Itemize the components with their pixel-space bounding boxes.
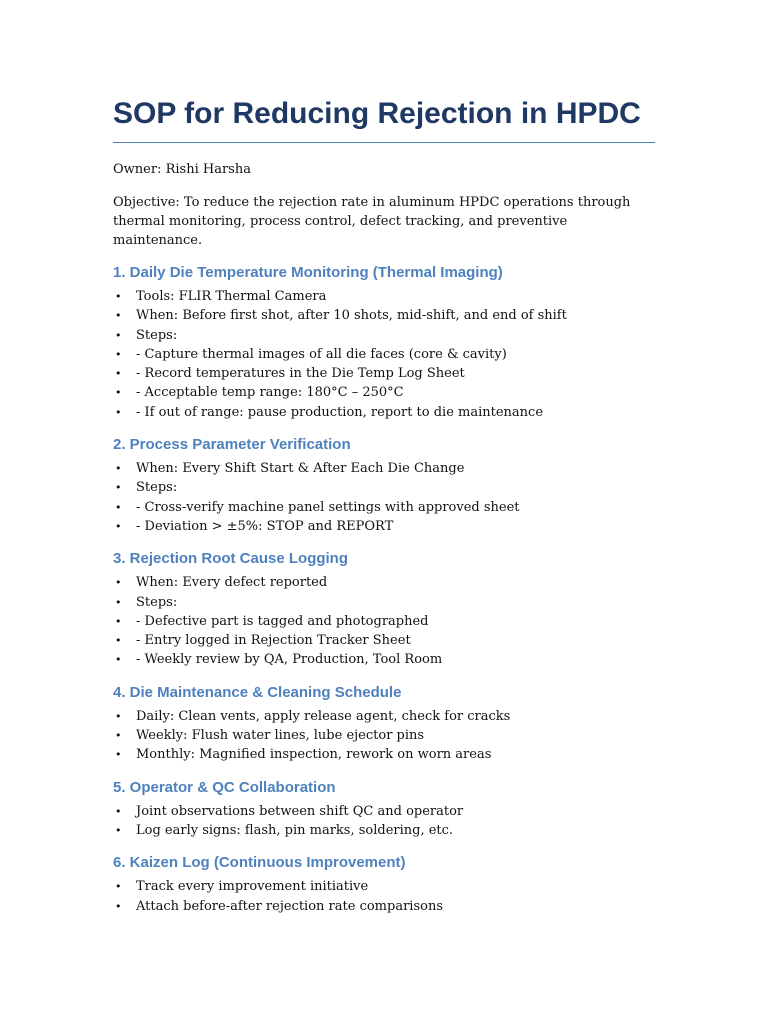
bullet-icon: •	[115, 899, 122, 913]
section-heading: 5. Operator & QC Collaboration	[113, 778, 336, 796]
bullet-icon: •	[115, 309, 122, 323]
list-item-text: - Weekly review by QA, Production, Tool Room	[136, 652, 443, 668]
bullet-icon: •	[115, 634, 122, 648]
bullet-list	[113, 287, 655, 422]
list-item-text: Weekly: Flush water lines, lube ejector pins	[136, 728, 425, 744]
bullet-icon: •	[115, 386, 122, 400]
bullet-list	[113, 802, 655, 841]
bullet-icon: •	[115, 519, 122, 533]
bullet-icon: •	[115, 653, 122, 667]
section-heading: 6. Kaizen Log (Continuous Improvement)	[113, 854, 406, 872]
list-item-text: Joint observations between shift QC and operator	[136, 803, 464, 819]
list-item	[113, 593, 655, 612]
list-item	[113, 821, 655, 840]
bullet-icon: •	[115, 804, 122, 818]
bullet-icon: •	[115, 823, 122, 837]
bullet-icon: •	[115, 595, 122, 609]
list-item-text: Monthly: Magnified inspection, rework on worn areas	[136, 747, 492, 763]
list-item	[113, 403, 655, 422]
list-item-text: - Record temperatures in the Die Temp Log Sheet	[136, 366, 465, 382]
list-item-text: Steps:	[136, 480, 178, 496]
bullet-icon: •	[115, 367, 122, 381]
section-heading: 2. Process Parameter Verification	[113, 436, 351, 454]
page-title: SOP for Reducing Rejection in HPDC	[113, 96, 655, 143]
bullet-icon: •	[115, 347, 122, 361]
list-item-text: - Acceptable temp range: 180°C – 250°C	[136, 385, 404, 401]
bullet-list	[113, 459, 655, 536]
list-item	[113, 287, 655, 306]
section-heading: 3. Rejection Root Cause Logging	[113, 550, 349, 568]
bullet-icon: •	[115, 729, 122, 743]
section-heading: 1. Daily Die Temperature Monitoring (Thermal Imaging)	[113, 264, 503, 281]
list-item	[113, 707, 655, 726]
bullet-icon: •	[115, 614, 122, 628]
list-item	[113, 650, 655, 669]
list-item-text: Attach before-after rejection rate comparisons	[136, 898, 443, 914]
list-item	[113, 745, 655, 764]
bullet-list	[113, 877, 655, 916]
list-item-text: Log early signs: flash, pin marks, soldering, etc.	[136, 822, 454, 838]
bullet-list	[113, 573, 655, 669]
bullet-icon: •	[115, 880, 122, 894]
bullet-icon: •	[115, 328, 122, 342]
bullet-icon: •	[115, 709, 122, 723]
list-item	[113, 498, 655, 517]
bullet-icon: •	[115, 405, 122, 419]
list-item-text: Track every improvement initiative	[136, 879, 369, 895]
section-heading: 4. Die Maintenance & Cleaning Schedule	[113, 683, 402, 701]
list-item-text: Daily: Clean vents, apply release agent, check for cracks	[136, 708, 511, 724]
list-item-text: - Entry logged in Rejection Tracker Sheet	[136, 633, 411, 649]
list-item	[113, 517, 655, 536]
bullet-icon: •	[115, 748, 122, 762]
list-item	[113, 326, 655, 345]
bullet-icon: •	[115, 462, 122, 476]
list-item	[113, 364, 655, 383]
list-item-text: - Defective part is tagged and photographed	[136, 613, 429, 629]
list-item-text: Steps:	[136, 327, 178, 343]
list-item	[113, 612, 655, 631]
bullet-list	[113, 707, 655, 765]
list-item	[113, 478, 655, 497]
list-item	[113, 459, 655, 478]
list-item-text: - If out of range: pause production, report to die maintenance	[136, 404, 544, 420]
list-item-text: Tools: FLIR Thermal Camera	[136, 289, 327, 304]
list-item	[113, 631, 655, 650]
bullet-icon: •	[115, 500, 122, 514]
list-item	[113, 383, 655, 402]
objective-paragraph: Objective: To reduce the rejection rate in aluminum HPDC operations through thermal monitoring, process control, defect tracking, and preventive maintenance.	[113, 195, 631, 248]
sections-container	[113, 263, 655, 916]
list-item	[113, 306, 655, 325]
list-item	[113, 726, 655, 745]
list-item-text: - Deviation > ±5%: STOP and REPORT	[136, 518, 394, 534]
list-item-text: When: Every Shift Start & After Each Die Change	[136, 461, 465, 477]
list-item-text: Steps:	[136, 594, 178, 610]
list-item-text: When: Every defect reported	[136, 575, 328, 591]
list-item	[113, 345, 655, 364]
list-item	[113, 897, 655, 916]
owner-line: Owner: Rishi Harsha	[113, 162, 251, 177]
bullet-icon: •	[115, 481, 122, 495]
list-item-text: When: Before first shot, after 10 shots, mid-shift, and end of shift	[136, 308, 567, 324]
bullet-icon: •	[115, 576, 122, 590]
list-item	[113, 877, 655, 896]
list-item	[113, 802, 655, 821]
list-item	[113, 573, 655, 592]
bullet-icon: •	[115, 290, 122, 303]
list-item-text: - Capture thermal images of all die faces (core & cavity)	[136, 346, 507, 362]
list-item-text: - Cross-verify machine panel settings with approved sheet	[136, 499, 520, 515]
